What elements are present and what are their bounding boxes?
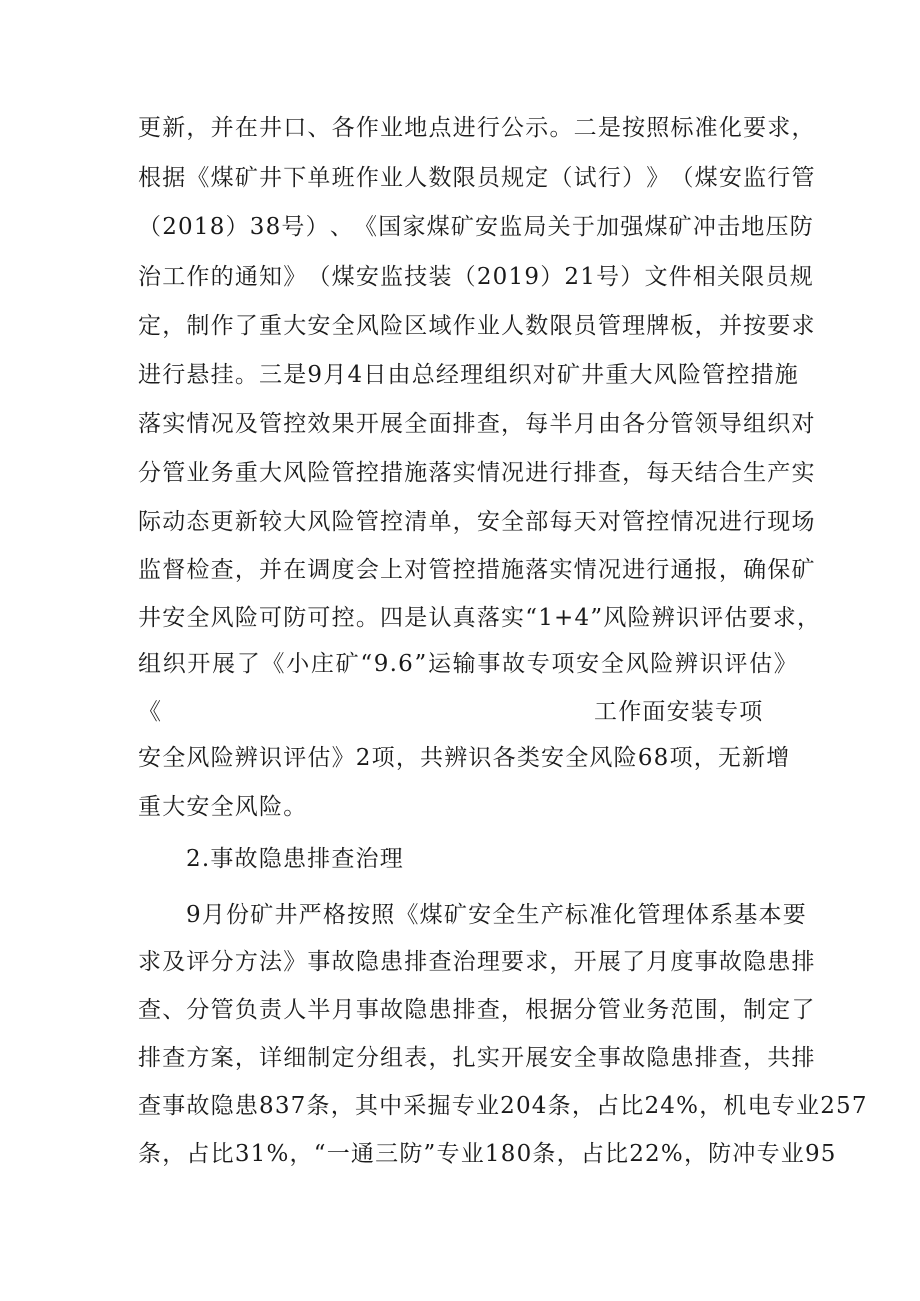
paragraph2-line: 查 、 分 管 负 责 人 半 月 事 故 隐 患 排 查 ， 根 据 分 管 业 务 范 围 ， 制 定 了 — [138, 997, 816, 1023]
paragraph1-line: 组 织 开 展 了 《 小 庄 矿 “ 9.6 ” 运 输 事 故 专 项 安 全 风 险 辨 识 评 估 》 — [138, 651, 798, 677]
paragraph2-line: 9 月 份 矿 井 严 格 按 照 《 煤 矿 安 全 生 产 标 准 化 管 理 体 系 基 本 要 — [186, 902, 807, 928]
gap-line-open-bracket: 《 — [138, 699, 161, 725]
paragraph1-line: 根 据 《 煤 矿 井 下 单 班 作 业 人 数 限 员 规 定 （ 试 行 ） 》 （ 煤 安 监 行 管 — [138, 165, 816, 191]
paragraph1-line: 治 工 作 的 通 知 》 （ 煤 安 监 技 装 （ 2019 ） 21 号 ） 文 件 相 关 限 员 规 — [138, 264, 814, 290]
paragraph1-line: 井 安 全 风 险 可 防 可 控 。 四 是 认 真 落 实 “ 1+4 ” 风 险 辨 识 评 估 要 求 ， — [138, 605, 822, 631]
paragraph1-line: 安全风险辨识评估》2项，共辨识各类安全风险68项，无新增 — [138, 745, 791, 771]
paragraph2-line: 求 及 评 分 方 法 》 事 故 隐 患 排 查 治 理 要 求 ， 开 展 了 月 度 事 故 隐 患 排 — [138, 949, 816, 975]
paragraph1-line: 际 动 态 更 新 较 大 风 险 管 控 清 单 ， 安 全 部 每 天 对 管 控 情 况 进 行 现 场 — [138, 509, 816, 535]
paragraph1-line: 分 管 业 务 重 大 风 险 管 控 措 施 落 实 情 况 进 行 排 查 ， 每 天 结 合 生 产 实 — [138, 460, 816, 486]
paragraph1-line: 重大安全风险。 — [138, 794, 308, 820]
paragraph2-line: 条 ， 占 比 31% ， “ 一 通 三 防 ” 专 业 180 条 ， 占 比 22% ， 防 冲 专 业 95 — [138, 1141, 837, 1167]
paragraph1-line: 落 实 情 况 及 管 控 效 果 开 展 全 面 排 查 ， 每 半 月 由 各 分 管 领 导 组 织 对 — [138, 411, 816, 437]
section-heading: 2.事故隐患排查治理 — [186, 846, 404, 872]
paragraph1-line: 进 行 悬 挂 。 三 是 9 月 4 日 由 总 经 理 组 织 对 矿 井 重 大 风 险 管 控 措 施 — [138, 362, 799, 388]
gap-line-tail: 工作面安装专项 — [594, 699, 764, 725]
paragraph1-line: 监 督 检 查 ， 并 在 调 度 会 上 对 管 控 措 施 落 实 情 况 进 行 通 报 ， 确 保 矿 — [138, 557, 816, 583]
paragraph1-line: 定 ， 制 作 了 重 大 安 全 风 险 区 域 作 业 人 数 限 员 管 理 牌 板 ， 并 按 要 求 — [138, 313, 816, 339]
paragraph1-line: （ 2018 ） 38 号 ） 、 《 国 家 煤 矿 安 监 局 关 于 加 强 煤 矿 冲 击 地 压 防 — [138, 214, 814, 240]
paragraph1-line: 更 新 ， 并 在 井 口 、 各 作 业 地 点 进 行 公 示 。 二 是 按 照 标 准 化 要 求 ， — [138, 115, 816, 141]
paragraph2-line: 查 事 故 隐 患 837 条 ， 其 中 采 掘 专 业 204 条 ， 占 比 24% ， 机 电 专 业 257 — [138, 1093, 868, 1119]
paragraph2-line: 排 查 方 案 ， 详 细 制 定 分 组 表 ， 扎 实 开 展 安 全 事 故 隐 患 排 查 ， 共 排 — [138, 1045, 816, 1071]
